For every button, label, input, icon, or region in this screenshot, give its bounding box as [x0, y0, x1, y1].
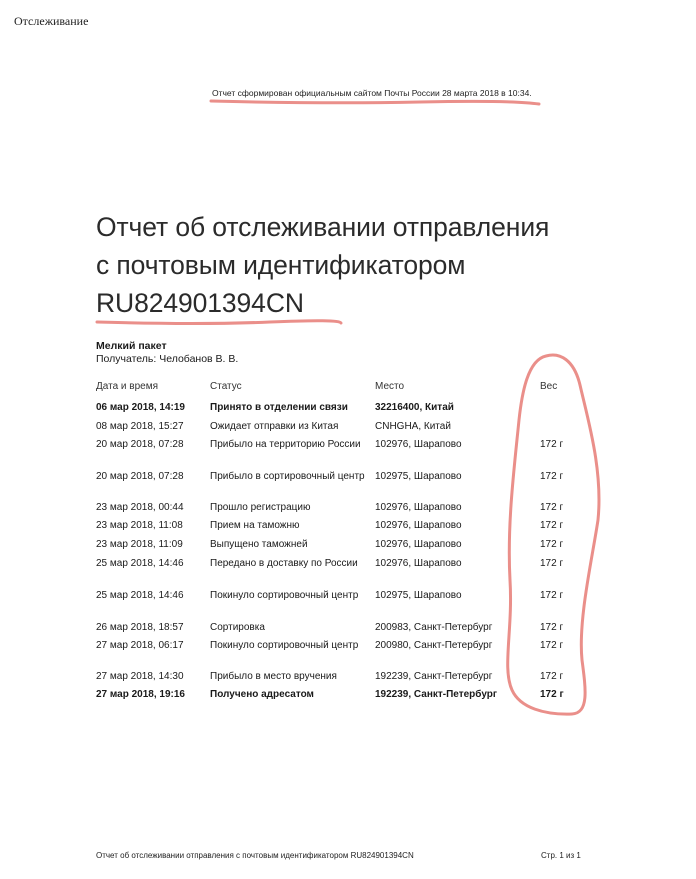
cell-weight: 172 г	[540, 471, 564, 482]
header-weight: Вес	[540, 381, 558, 392]
cell-place: 102976, Шарапово	[375, 520, 462, 531]
cell-status: Ожидает отправки из Китая	[210, 421, 339, 432]
cell-weight: 172 г	[540, 622, 564, 633]
cell-status: Прошло регистрацию	[210, 502, 311, 513]
cell-date: 20 мар 2018, 07:28	[96, 471, 184, 482]
cell-weight: 172 г	[540, 558, 564, 569]
page-title	[96, 208, 549, 322]
header-status: Статус	[210, 381, 242, 392]
cell-place: 200980, Санкт-Петербург	[375, 640, 493, 651]
header-date: Дата и время	[96, 381, 159, 392]
cell-weight: 172 г	[540, 671, 564, 682]
cell-status: Покинуло сортировочный центр	[210, 590, 359, 601]
cell-date: 27 мар 2018, 19:16	[96, 689, 185, 700]
cell-status: Принято в отделении связи	[210, 402, 348, 413]
cell-place: 102975, Шарапово	[375, 471, 462, 482]
cell-place: 32216400, Китай	[375, 402, 454, 413]
cell-status: Покинуло сортировочный центр	[210, 640, 359, 651]
cell-weight: 172 г	[540, 520, 564, 531]
cell-status: Прием на таможню	[210, 520, 300, 531]
cell-place: 102976, Шарапово	[375, 439, 462, 450]
cell-status: Сортировка	[210, 622, 265, 633]
cell-status: Прибыло на территорию России	[210, 439, 361, 450]
cell-status: Передано в доставку по России	[210, 558, 358, 569]
cell-weight: 172 г	[540, 689, 564, 700]
cell-status: Прибыло в место вручения	[210, 671, 337, 682]
cell-weight: 172 г	[540, 590, 564, 601]
page-number: Стр. 1 из 1	[541, 851, 581, 860]
cell-place: 102975, Шарапово	[375, 590, 462, 601]
title-line-2: с почтовым идентификатором	[96, 250, 466, 280]
cell-date: 23 мар 2018, 11:08	[96, 520, 183, 531]
package-type: Мелкий пакет	[96, 340, 167, 352]
cell-weight: 172 г	[540, 439, 564, 450]
cell-weight: 172 г	[540, 640, 564, 651]
cell-place: 102976, Шарапово	[375, 502, 462, 513]
cell-place: 192239, Санкт-Петербург	[375, 689, 498, 700]
cell-weight: 172 г	[540, 502, 564, 513]
underline-report-line	[211, 101, 539, 104]
cell-date: 08 мар 2018, 15:27	[96, 421, 184, 432]
weight-column-circle	[508, 355, 599, 714]
cell-place: 192239, Санкт-Петербург	[375, 671, 493, 682]
cell-status: Прибыло в сортировочный центр	[210, 471, 365, 482]
title-line-1: Отчет об отслеживании отправления	[96, 212, 550, 242]
cell-place: CNHGHA, Китай	[375, 421, 451, 432]
cell-date: 27 мар 2018, 14:30	[96, 671, 184, 682]
footer-document-title: Отчет об отслеживании отправления с почтовым идентификатором RU824901394CN	[96, 851, 414, 860]
cell-date: 23 мар 2018, 00:44	[96, 502, 184, 513]
cell-date: 06 мар 2018, 14:19	[96, 402, 185, 413]
cell-date: 25 мар 2018, 14:46	[96, 590, 184, 601]
cell-place: 102976, Шарапово	[375, 558, 462, 569]
print-header: Отслеживание	[14, 14, 89, 28]
cell-date: 25 мар 2018, 14:46	[96, 558, 184, 569]
cell-date: 23 мар 2018, 11:09	[96, 539, 183, 550]
cell-date: 27 мар 2018, 06:17	[96, 640, 184, 651]
header-place: Место	[375, 381, 405, 392]
cell-date: 26 мар 2018, 18:57	[96, 622, 184, 633]
recipient: Получатель: Челобанов В. В.	[96, 353, 239, 365]
cell-place: 102976, Шарапово	[375, 539, 462, 550]
cell-status: Получено адресатом	[210, 689, 314, 700]
cell-status: Выпущено таможней	[210, 539, 308, 550]
tracking-id: RU824901394CN	[96, 288, 304, 318]
cell-date: 20 мар 2018, 07:28	[96, 439, 184, 450]
cell-weight: 172 г	[540, 539, 564, 550]
report-generated-line: Отчет сформирован официальным сайтом Почты России 28 марта 2018 в 10:34.	[212, 88, 532, 98]
cell-place: 200983, Санкт-Петербург	[375, 622, 493, 633]
